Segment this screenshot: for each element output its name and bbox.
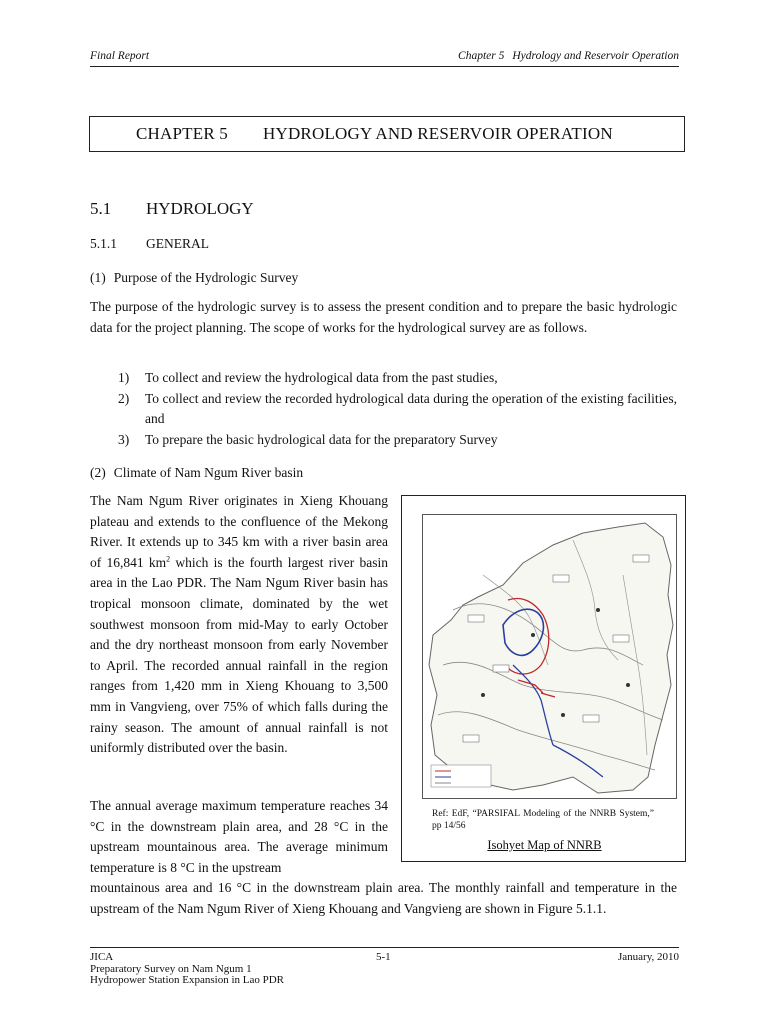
page-header [90, 50, 679, 67]
temperature-paragraph: The annual average maximum temperature reaches 34 °C in the downstream plain area, and 28 °C in the upstream mountainous area. The average minimum temperature is 8 °C in the upstream [90, 798, 388, 875]
isohyet-figure [401, 495, 686, 862]
purpose-paragraph: The purpose of the hydrologic survey is to assess the present condition and to prepare the basic hydrologic data for the project planning. The scope of works for the hydrological survey are as follows. [90, 299, 677, 335]
list-item: 3) To prepare the basic hydrological data for the preparatory Survey [118, 431, 498, 447]
chapter-title: HYDROLOGY AND RESERVOIR OPERATION [263, 124, 613, 143]
map-graphic [423, 515, 677, 799]
subsection-heading [90, 236, 209, 252]
isohyet-map-image [422, 514, 677, 799]
chapter-number: CHAPTER 5 [136, 124, 229, 143]
header-chapter-title: Hydrology and Reservoir Operation [512, 50, 679, 62]
footer-project-line1: Preparatory Survey on Nam Ngum 1 [90, 962, 252, 975]
header-report-label: Final Report [90, 50, 150, 62]
chapter-title-box [89, 116, 685, 152]
item1-heading [90, 270, 298, 286]
footer-org: JICA [90, 951, 114, 963]
footer-project-line2: Hydropower Station Expansion in Lao PDR [90, 974, 285, 986]
temperature-paragraph-continued: mountainous area and 16 °C in the downstream plain area. The monthly rainfall and temperature in the upstream of the Nam Ngum River of Xieng Khouang and Vangvieng are shown in Figure 5.1.1. [90, 880, 677, 916]
header-chapter [458, 50, 679, 62]
item2-number: (2) [90, 465, 106, 480]
item2-heading [90, 465, 303, 481]
subsection-number: 5.1.1 [90, 236, 117, 251]
figure-title: Isohyet Map of NNRB [487, 838, 602, 852]
item1-number: (1) [90, 270, 106, 285]
header-chapter-number: Chapter 5 [458, 50, 505, 62]
subsection-title: GENERAL [146, 236, 209, 251]
page-footer [90, 947, 679, 986]
item1-title: Purpose of the Hydrologic Survey [113, 270, 299, 285]
footer-left [90, 952, 284, 987]
figure-reference: Ref: EdF, “PARSIFAL Modeling of the NNRB System,” pp 14/56 [432, 809, 654, 831]
list-item: 1) To collect and review the hydrological data from the past studies, [118, 370, 498, 385]
list-item: 2) To collect and review the recorded hydrological data during the operation of the existing facilities, and [118, 390, 677, 426]
section-number: 5.1 [90, 199, 112, 218]
footer-date: January, 2010 [618, 951, 679, 963]
page-number: 5-1 [376, 951, 391, 963]
section-heading [90, 199, 254, 219]
climate-paragraph: The Nam Ngum River originates in Xieng Khouang plateau and extends to the confluence of the Mekong River. It extends up to 345 km with a river basin area of 16,841 $km^2$ which is the fourth largest river basin area in the Lao PDR. The Nam Ngum River basin has tropical monsoon climate, dominated by the wet southwest monsoon from mid-May to early October and the dry northeast monsoon from early November to April. The recorded annual rainfall in the region ranges from 1,420 mm in Xieng Khouang to 3,500 mm in Vangvieng, over 75% of which falls during the rainy season. The amount of annual rainfall is not uniformly distributed over the basin. [90, 493, 389, 756]
scope-list [90, 368, 677, 450]
item2-title: Climate of Nam Ngum River basin [113, 465, 304, 480]
section-title: HYDROLOGY [146, 199, 254, 218]
